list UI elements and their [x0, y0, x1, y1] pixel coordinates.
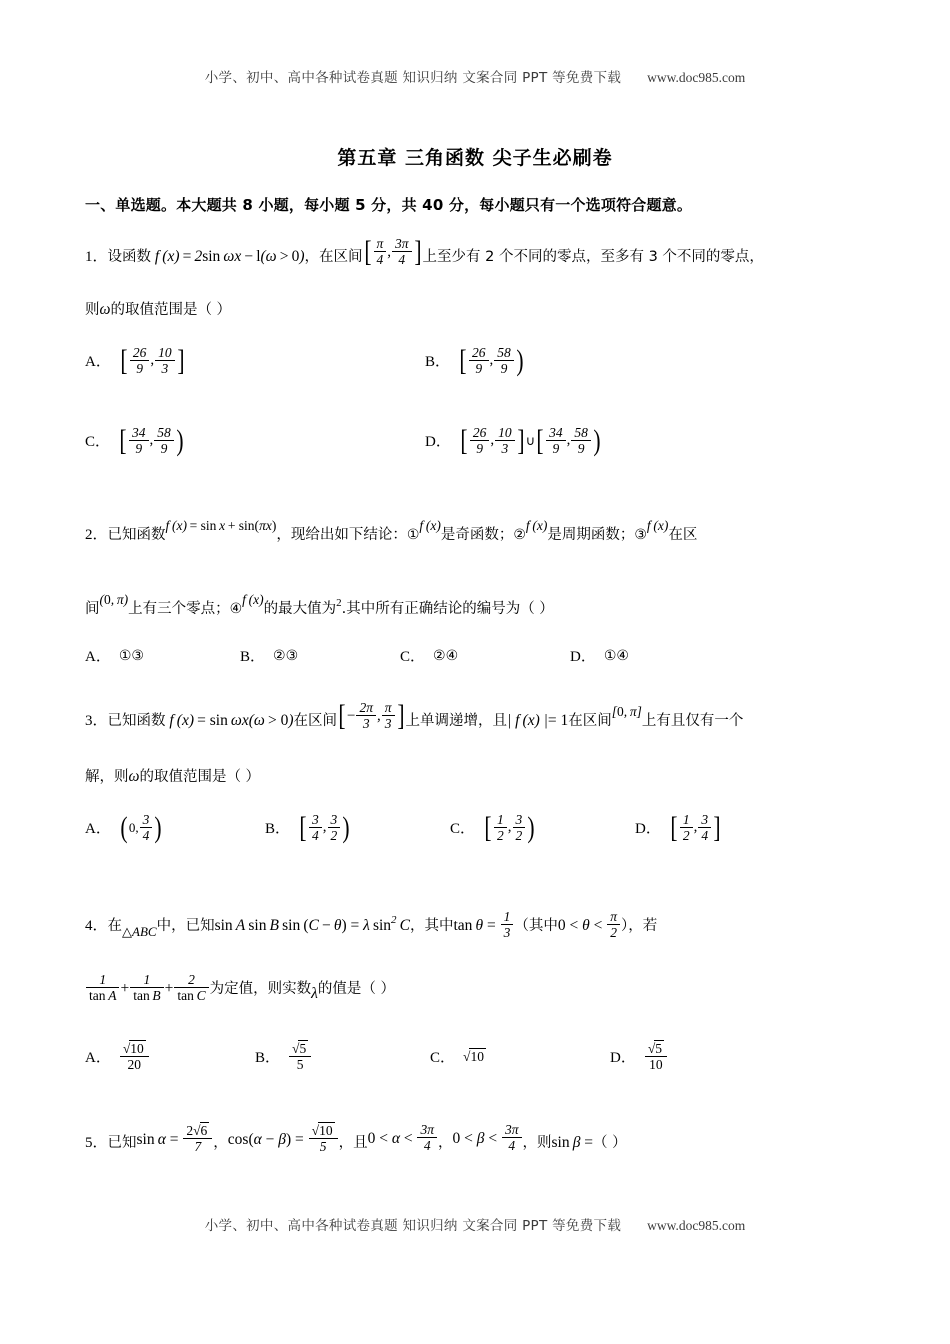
option-d-value: ①④ — [603, 647, 629, 664]
question-4-options — [85, 1040, 885, 1072]
question-3-option-d[interactable] — [635, 812, 722, 843]
question-4-text-a: 在 — [107, 917, 123, 934]
option-a-value: $\frac{√10}{20}$ — [119, 1040, 150, 1072]
option-a-label: A． — [85, 649, 111, 665]
question-2-mark-2: ② — [513, 527, 526, 543]
question-3-interval-2: [0, π] — [611, 703, 642, 719]
question-2-number: 2． — [85, 527, 108, 543]
question-5-formula-3: 0 < α < $\frac{3\pi}{4}$ — [368, 1130, 438, 1147]
question-5-text-c: ，且 — [338, 1135, 368, 1152]
question-1-option-c[interactable] — [85, 425, 425, 456]
option-d-label: D． — [570, 649, 596, 665]
question-1-number: 1． — [85, 248, 108, 265]
question-3-option-c[interactable] — [450, 812, 635, 843]
question-2-stem-cont — [85, 588, 875, 624]
option-c-value: √10 — [463, 1048, 484, 1064]
question-3-text-a: 已知函数 — [107, 712, 166, 729]
question-4-triangle: △ABC — [122, 923, 157, 939]
option-b-label: B． — [255, 1049, 281, 1066]
question-4-text-g: 的值是（ ） — [317, 981, 395, 998]
question-3-number: 3． — [85, 712, 108, 729]
question-1-stem — [85, 236, 875, 272]
question-5-number: 5． — [85, 1135, 108, 1152]
question-4-formula-2: tan θ = $\frac{1}{3}$ — [453, 917, 514, 934]
option-d-value: $\frac{√5}{10}$ — [644, 1040, 668, 1072]
option-c-label: C． — [85, 434, 111, 451]
question-3-formula-1: f (x) = sin ωx(ω > 0) — [165, 711, 294, 729]
option-c-value: [ $\frac{34}{9}$ , $\frac{58}{9}$ ) — [119, 423, 184, 457]
option-c-label: C． — [400, 649, 426, 665]
question-2-stem — [85, 520, 875, 550]
option-b-value: ②③ — [273, 647, 299, 664]
running-header-url: www.doc985.com — [647, 70, 746, 85]
question-4-stem-line2 — [85, 972, 875, 1004]
question-2-formula: f (x) = sin x + sin(πx) — [165, 518, 277, 533]
question-2-text-c: 是奇函数； — [440, 527, 514, 543]
question-1-text-a: 设函数 — [107, 248, 152, 265]
option-b-value: [ $\frac{26}{9}$ , $\frac{58}{9}$ ) — [459, 343, 524, 377]
question-3-option-b[interactable] — [265, 812, 450, 843]
running-header-text: 小学、初中、高中各种试卷真题 知识归纳 文案合同 PPT 等免费下载 — [204, 70, 622, 86]
option-c-value: ②④ — [433, 647, 459, 664]
question-2-interval: (0, π) — [99, 591, 129, 607]
question-2-option-b[interactable] — [240, 645, 400, 666]
question-4-formula-1: sin A sin B sin (C − θ) = λ $\sin^2 C$ — [214, 914, 410, 934]
question-3-text-e: 上有且仅有一个 — [641, 712, 744, 729]
question-3-text-c: 上单调递增，且 — [405, 712, 508, 729]
running-footer — [0, 1214, 950, 1234]
question-3-text-d: 在区间 — [568, 712, 612, 729]
question-5-text-e: ，则 — [522, 1135, 552, 1152]
question-2-text-i: .其中所有正确结论的编号为（ ） — [341, 600, 554, 617]
question-2-text-e: 在区 — [668, 527, 698, 543]
question-2-text-b: ，现给出如下结论： — [276, 527, 407, 543]
option-b-value: $\frac{√5}{5}$ — [288, 1040, 312, 1072]
question-2-options — [85, 645, 885, 666]
question-2-fx-c: f (x) — [646, 518, 669, 533]
question-4-lambda: λ — [311, 985, 318, 1003]
option-d-value: [ $\frac{1}{2}$ , $\frac{3}{4}$ ] — [670, 810, 721, 844]
option-d-label: D． — [610, 1049, 636, 1066]
question-4-text-d: （其中 — [514, 917, 558, 934]
question-5-text-d: ， — [438, 1135, 453, 1152]
question-3-options — [85, 812, 885, 843]
question-5-formula-5: sin β = — [551, 1134, 594, 1152]
question-4-stem — [85, 905, 875, 941]
option-a-value: ( 0, $\frac{3}{4}$ ) — [120, 810, 162, 844]
question-1-options-row-2 — [85, 425, 885, 456]
question-2-fx-b: f (x) — [525, 518, 548, 533]
question-3 — [85, 700, 875, 736]
section-heading: 一、单选题。本大题共 8 小题，每小题 5 分，共 40 分，每小题只有一个选项符合题意。 — [85, 196, 693, 214]
question-2-text-g: 上有三个零点； — [128, 600, 230, 617]
question-5-text-f: （ ） — [593, 1135, 627, 1152]
question-4-option-a[interactable] — [85, 1040, 255, 1072]
question-5-formula-2: cos(α − β) = $\frac{√10}{5}$ — [228, 1131, 339, 1148]
question-5-formula-4: 0 < β < $\frac{3\pi}{4}$ — [453, 1130, 523, 1147]
question-3-interval-1: [ − $\frac{2\pi}{3}$ , $\frac{\pi}{3}$ ] — [338, 698, 405, 732]
question-1-option-b[interactable] — [425, 345, 525, 376]
question-3-option-a[interactable] — [85, 812, 265, 843]
question-5 — [85, 1122, 875, 1158]
question-1-option-d[interactable] — [425, 425, 602, 456]
question-1-text-d: 则ω的取值范围是（ ） — [85, 301, 232, 318]
question-1-option-a[interactable] — [85, 345, 425, 376]
question-1 — [85, 236, 875, 272]
question-1-text-c: 上至少有 2 个不同的零点，至多有 3 个不同的零点， — [422, 248, 764, 265]
question-4-text-b: 中，已知 — [156, 917, 215, 934]
question-2-mark-1: ① — [406, 527, 420, 543]
question-4-formula-3: 0 < θ < $\frac{\pi}{2}$ — [558, 917, 621, 934]
question-4 — [85, 905, 875, 941]
option-a-label: A． — [85, 821, 111, 838]
question-4-option-c[interactable] — [430, 1040, 610, 1072]
option-b-label: B． — [265, 821, 291, 838]
question-4-option-b[interactable] — [255, 1040, 430, 1072]
question-1-options-row-1 — [85, 345, 885, 376]
question-5-text-a: 已知 — [107, 1135, 137, 1152]
option-b-value: [ $\frac{3}{4}$ , $\frac{3}{2}$ ) — [299, 810, 350, 844]
question-1-formula: f (x) = 2sin ωx − l(ω > 0) — [151, 247, 305, 265]
option-b-label: B． — [425, 354, 451, 371]
question-4-stem-cont — [85, 972, 875, 1004]
question-2-text-d: 是周期函数； — [547, 527, 635, 543]
option-a-value: ①③ — [118, 647, 144, 664]
question-4-text-f: 为定值，则实数 — [209, 981, 312, 998]
question-2-mark-4: ④ — [229, 600, 243, 617]
option-c-value: [ $\frac{1}{2}$ , $\frac{3}{2}$ ) — [484, 810, 535, 844]
running-footer-text: 小学、初中、高中各种试卷真题 知识归纳 文案合同 PPT 等免费下载 — [204, 1218, 622, 1234]
option-d-label: D． — [635, 821, 661, 838]
option-c-label: C． — [450, 821, 476, 838]
question-1-interval: [ $\frac{\pi}{4}$ , $\frac{3\pi}{4}$ ] — [363, 234, 422, 268]
option-a-value: [ $\frac{26}{9}$ , $\frac{10}{3}$ ] — [120, 343, 185, 377]
question-2-text-f: 间 — [85, 600, 100, 617]
option-b-label: B． — [240, 649, 266, 665]
option-c-label: C． — [430, 1049, 456, 1066]
question-1-stem-cont — [85, 295, 875, 325]
question-3-stem-cont — [85, 762, 875, 792]
question-2 — [85, 520, 875, 550]
running-header — [0, 66, 950, 86]
question-2-option-a[interactable] — [85, 645, 240, 666]
question-2-fx-a: f (x) — [419, 518, 441, 533]
question-5-formula-1: sin α = $\frac{2√6}{7}$ — [137, 1131, 214, 1148]
question-3-text-f: 解，则ω的取值范围是（ ） — [85, 768, 261, 785]
question-2-stem-line2 — [85, 588, 875, 624]
question-2-maxvalue: 2 — [336, 597, 342, 609]
option-d-value: [ $\frac{26}{9}$ , $\frac{10}{3}$ ] ∪ [ $\frac{34}{9}$ , $\frac{58}{9}$ ) — [460, 423, 601, 457]
option-a-label: A． — [85, 354, 111, 371]
question-5-text-b: ， — [213, 1135, 228, 1152]
document-title: 第五章 三角函数 尖子生必刷卷 — [337, 147, 613, 169]
question-4-number: 4． — [85, 917, 108, 934]
question-4-text-c: ，其中 — [409, 917, 454, 934]
question-5-stem — [85, 1122, 875, 1158]
question-3-text-b: 在区间 — [293, 712, 338, 729]
question-4-option-d[interactable] — [610, 1040, 668, 1072]
question-2-option-c[interactable] — [400, 645, 570, 666]
question-4-formula-4: $\frac{1}{\text{tan A}}$ + $\frac{1}{\text{tan B}}$ + $\frac{2}{\text{tan C}}$ — [85, 980, 210, 997]
option-d-label: D． — [425, 434, 451, 451]
question-2-fx-d: f (x) — [242, 591, 264, 607]
question-2-option-d[interactable] — [570, 645, 629, 666]
question-3-stem — [85, 700, 875, 736]
question-1-text-b: ，在区间 — [304, 248, 363, 265]
question-4-text-e: ），若 — [621, 917, 658, 934]
question-2-text-h: 的最大值为 — [263, 600, 337, 617]
option-a-label: A． — [85, 1049, 111, 1066]
question-2-text-a: 已知函数 — [107, 527, 166, 543]
question-2-mark-3: ③ — [634, 527, 647, 543]
question-3-formula-2: | f (x) |= 1 — [507, 711, 569, 729]
running-footer-url: www.doc985.com — [647, 1218, 746, 1233]
